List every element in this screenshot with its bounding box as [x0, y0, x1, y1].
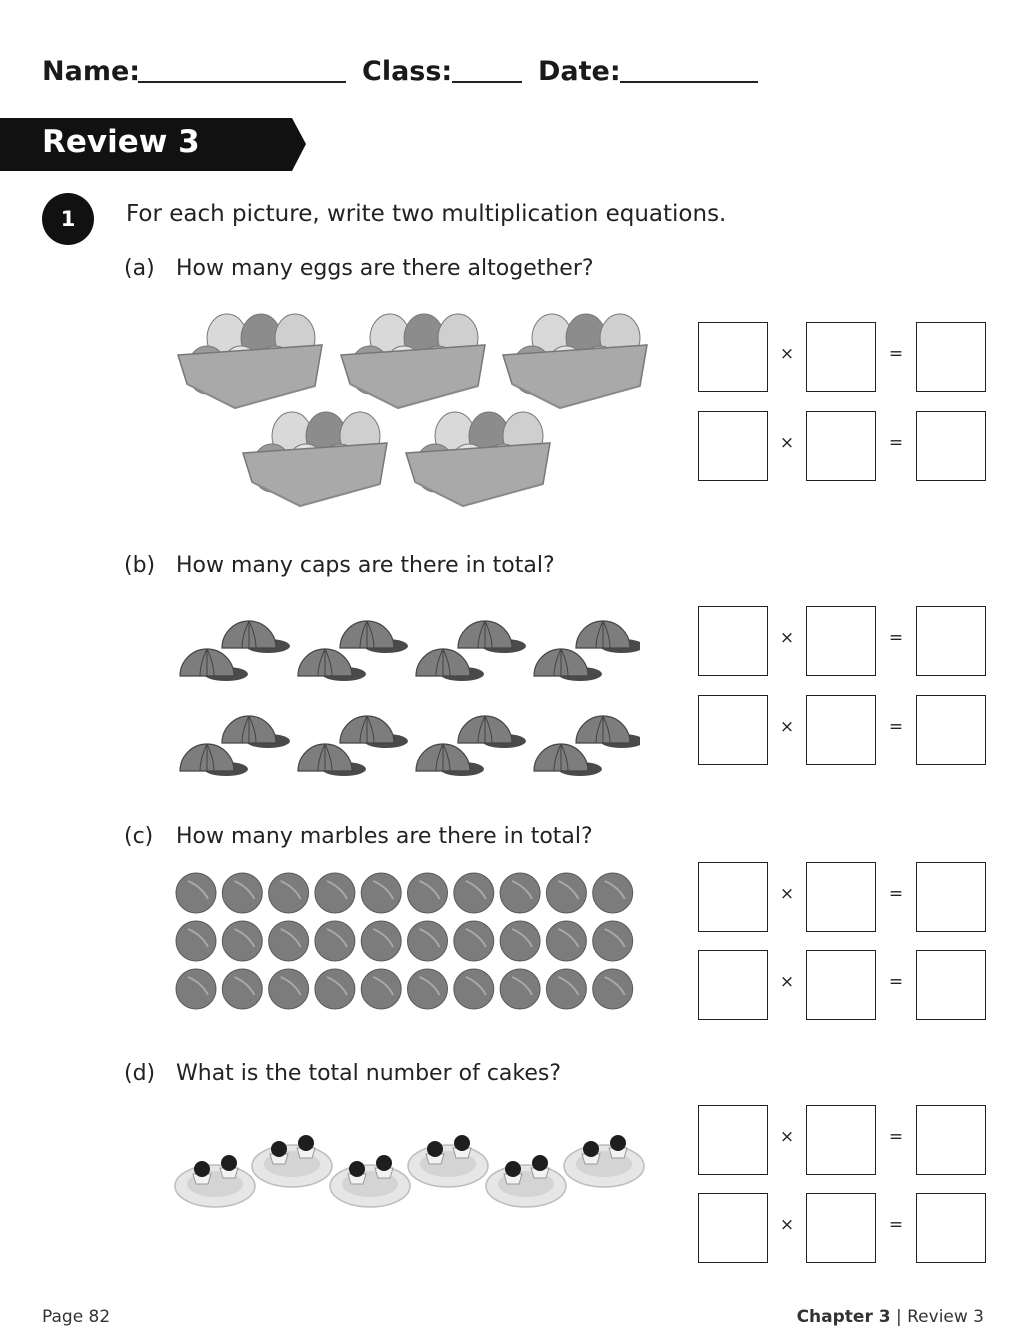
marble [546, 969, 586, 1009]
part-a-text: How many eggs are there altogether? [176, 256, 594, 281]
marble [593, 873, 633, 913]
marble [593, 969, 633, 1009]
answer-box[interactable] [916, 1193, 986, 1263]
answer-box[interactable] [916, 950, 986, 1020]
marble [408, 873, 448, 913]
egg-carton [406, 412, 550, 506]
marble [546, 873, 586, 913]
marble [269, 921, 309, 961]
equals-sign: = [888, 433, 904, 453]
marble [500, 969, 540, 1009]
marble [500, 921, 540, 961]
marble [361, 969, 401, 1009]
marble [269, 969, 309, 1009]
question-instruction: For each picture, write two multiplication equations. [126, 201, 727, 227]
answer-box[interactable] [806, 606, 876, 676]
answer-box[interactable] [806, 322, 876, 392]
egg-cartons-picture [170, 300, 660, 510]
egg-carton [341, 314, 485, 408]
cake-plate [564, 1135, 644, 1187]
chapter-footer [797, 1307, 984, 1327]
class-label: Class: [362, 56, 453, 87]
marble [408, 969, 448, 1009]
equation-row-b2 [698, 695, 986, 765]
question-number-badge [42, 193, 94, 245]
cupcake-top [583, 1141, 599, 1157]
cap [180, 649, 248, 681]
answer-box[interactable] [916, 1105, 986, 1175]
cupcake-top [194, 1161, 210, 1177]
egg-carton [243, 412, 387, 506]
part-b-text: How many caps are there in total? [176, 553, 555, 578]
date-label: Date: [538, 56, 621, 87]
answer-box[interactable] [698, 411, 768, 481]
marble [408, 921, 448, 961]
marble [269, 873, 309, 913]
answer-box[interactable] [916, 695, 986, 765]
cupcake-top [221, 1155, 237, 1171]
footer-separator: | [895, 1307, 902, 1327]
marble [361, 873, 401, 913]
cap [222, 621, 290, 653]
equation-row-b1 [698, 606, 986, 676]
marble [454, 969, 494, 1009]
cap [340, 621, 408, 653]
date-blank[interactable] [620, 81, 758, 83]
answer-box[interactable] [806, 1105, 876, 1175]
cupcake-top [454, 1135, 470, 1151]
answer-box[interactable] [698, 1193, 768, 1263]
answer-box[interactable] [698, 950, 768, 1020]
part-d-text: What is the total number of cakes? [176, 1061, 562, 1086]
times-sign: × [779, 972, 795, 992]
cap [298, 744, 366, 776]
carton-tray [243, 443, 387, 506]
equals-sign: = [888, 628, 904, 648]
equals-sign: = [888, 717, 904, 737]
marble [176, 969, 216, 1009]
cake-plate [330, 1155, 410, 1207]
equals-sign: = [888, 972, 904, 992]
marble [361, 921, 401, 961]
carton-tray [406, 443, 550, 506]
equation-row-a2 [698, 411, 986, 481]
times-sign: × [779, 1127, 795, 1147]
answer-box[interactable] [698, 1105, 768, 1175]
cake-plate [486, 1155, 566, 1207]
section-label: Review 3 [907, 1307, 984, 1327]
cupcake-top [298, 1135, 314, 1151]
marble [176, 921, 216, 961]
cap [340, 716, 408, 748]
part-c-letter: (c) [124, 824, 154, 849]
times-sign: × [779, 344, 795, 364]
equals-sign: = [888, 344, 904, 364]
marble [222, 873, 262, 913]
equals-sign: = [888, 1127, 904, 1147]
cap [416, 744, 484, 776]
marble [222, 969, 262, 1009]
cap [298, 649, 366, 681]
marble [593, 921, 633, 961]
answer-box[interactable] [916, 862, 986, 932]
equation-row-d2 [698, 1193, 986, 1263]
cakes-picture [170, 1128, 655, 1218]
times-sign: × [779, 1215, 795, 1235]
marble [315, 921, 355, 961]
cake-plate [408, 1135, 488, 1187]
review-title: Review 3 [42, 124, 200, 160]
answer-box[interactable] [806, 695, 876, 765]
equals-sign: = [888, 884, 904, 904]
equation-row-d1 [698, 1105, 986, 1175]
part-d-letter: (d) [124, 1061, 156, 1086]
cap [534, 649, 602, 681]
name-blank[interactable] [138, 81, 346, 83]
times-sign: × [779, 717, 795, 737]
answer-box[interactable] [916, 411, 986, 481]
part-c-text: How many marbles are there in total? [176, 824, 593, 849]
answer-box[interactable] [806, 1193, 876, 1263]
cupcake-top [349, 1161, 365, 1177]
cupcake-top [376, 1155, 392, 1171]
times-sign: × [779, 884, 795, 904]
answer-box[interactable] [806, 862, 876, 932]
cupcake-top [427, 1141, 443, 1157]
cake-plate [175, 1155, 255, 1207]
equation-row-a1 [698, 322, 986, 392]
cupcake-top [271, 1141, 287, 1157]
name-label: Name: [42, 56, 141, 87]
times-sign: × [779, 433, 795, 453]
answer-box[interactable] [806, 411, 876, 481]
cupcake-top [610, 1135, 626, 1151]
marble [500, 873, 540, 913]
part-b-letter: (b) [124, 553, 156, 578]
answer-box[interactable] [698, 606, 768, 676]
cap [180, 744, 248, 776]
marble [222, 921, 262, 961]
cap [222, 716, 290, 748]
carton-tray [503, 345, 647, 408]
egg-carton [503, 314, 647, 408]
cap [534, 744, 602, 776]
carton-tray [178, 345, 322, 408]
answer-box[interactable] [698, 322, 768, 392]
cap [576, 716, 640, 748]
answer-box[interactable] [806, 950, 876, 1020]
marbles-picture [170, 868, 640, 1016]
answer-box[interactable] [916, 606, 986, 676]
equals-sign: = [888, 1215, 904, 1235]
marble [546, 921, 586, 961]
times-sign: × [779, 628, 795, 648]
page-number: Page 82 [42, 1307, 111, 1327]
cake-plate [252, 1135, 332, 1187]
marble [454, 921, 494, 961]
carton-tray [341, 345, 485, 408]
question-number: 1 [60, 207, 76, 231]
answer-box[interactable] [916, 322, 986, 392]
cap [458, 621, 526, 653]
egg-carton [178, 314, 322, 408]
answer-box[interactable] [698, 862, 768, 932]
class-blank[interactable] [452, 81, 522, 83]
marble [315, 969, 355, 1009]
equation-row-c2 [698, 950, 986, 1020]
marble [176, 873, 216, 913]
cupcake-top [532, 1155, 548, 1171]
answer-box[interactable] [698, 695, 768, 765]
equation-row-c1 [698, 862, 986, 932]
cap [576, 621, 640, 653]
part-a-letter: (a) [124, 256, 155, 281]
chapter-label: Chapter 3 [796, 1307, 891, 1327]
marble [315, 873, 355, 913]
marble [454, 873, 494, 913]
cap [416, 649, 484, 681]
cupcake-top [505, 1161, 521, 1177]
caps-picture [170, 596, 640, 781]
cap [458, 716, 526, 748]
